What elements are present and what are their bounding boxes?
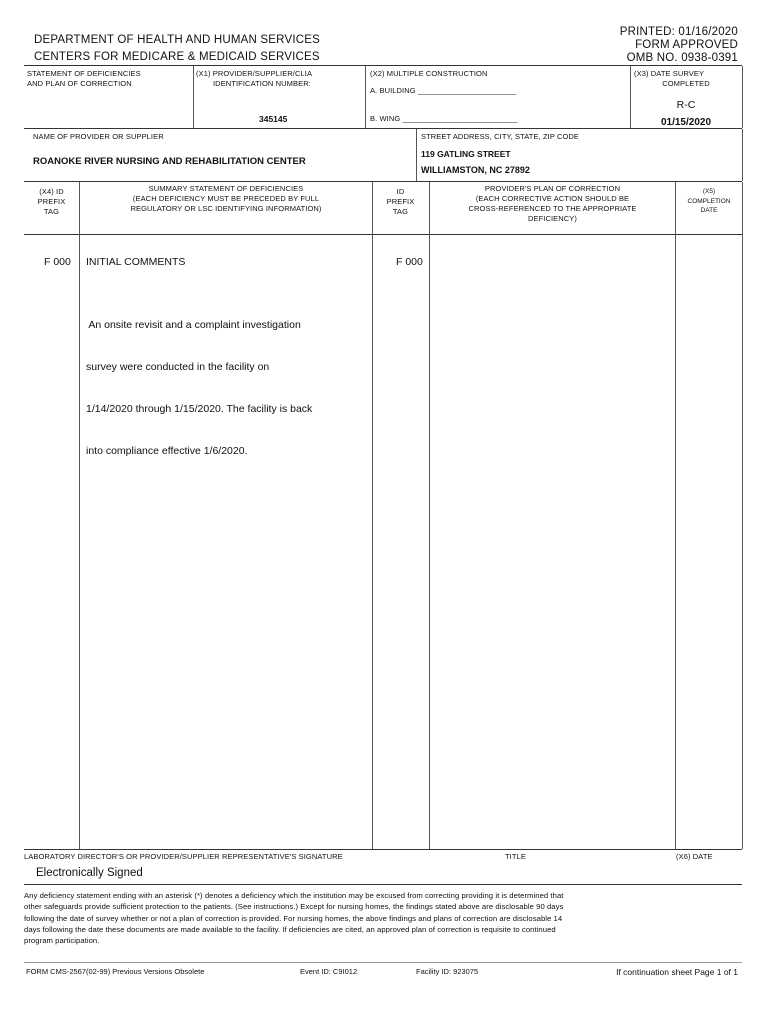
provider-name-label: NAME OF PROVIDER OR SUPPLIER [33,132,164,141]
frame-line-5 [24,849,742,850]
x1-label: (X1) PROVIDER/SUPPLIER/CLIA [196,69,313,78]
footer-line [24,962,742,963]
omb-number: OMB NO. 0938-0391 [626,52,738,64]
entry-text-line: survey were conducted in the facility on [86,361,270,373]
x3-label: (X3) DATE SURVEY [634,69,705,78]
x3-label-2: COMPLETED [662,79,710,88]
divider [675,182,676,849]
disclaimer: Any deficiency statement ending with an asterisk (*) denotes a deficiency which the institution may be excused from correcting providing it is determined that other safeguards provide sufficient protection to the patients. (See instructions.) Except for nursing homes, the findings stated above are disclosable 90 days following the date of survey whether or not a plan of correction is provided. For nursing homes, the above findings and plans of correction are disclosable 14 days following the date these documents are made available to the facility. If deficiencies are cited, an approved plan of correction is requisite to continued program participation. [24,891,564,946]
provider-name: ROANOKE RIVER NURSING AND REHABILITATION CENTER [33,156,306,167]
provider-id-number: 345145 [259,114,288,124]
divider [365,66,366,128]
frame-top-line [24,65,742,66]
statement-label: STATEMENT OF DEFICIENCIES [27,69,141,78]
agency-name: CENTERS FOR MEDICARE & MEDICAID SERVICES [34,51,320,63]
id-prefix-header: ID PREFIX TAG [386,187,415,216]
x2-label: (X2) MULTIPLE CONSTRUCTION [370,69,488,78]
divider [193,66,194,128]
city-state-zip: WILLIAMSTON, NC 27892 [421,165,530,175]
signature-value: Electronically Signed [36,867,143,879]
divider [742,182,743,849]
department-name: DEPARTMENT OF HEALTH AND HUMAN SERVICES [34,34,320,46]
entry-text [86,290,312,472]
divider [429,182,430,849]
divider [372,182,373,849]
survey-type: R-C [676,99,696,111]
wing-field: B. WING ___________________________ [370,114,518,123]
event-id: Event ID: C9I012 [300,967,358,976]
frame-line-6 [24,884,742,885]
frame-line-3 [24,181,742,182]
divider [416,129,417,181]
x5-header: (X5) COMPLETION DATE [687,188,731,214]
divider [742,66,743,128]
title-label: TITLE [505,852,526,861]
divider [79,182,80,849]
statement-label-2: AND PLAN OF CORRECTION [27,79,132,88]
address-label: STREET ADDRESS, CITY, STATE, ZIP CODE [421,132,580,141]
street-address: 119 GATLING STREET [421,149,511,159]
entry-text-line: 1/14/2020 through 1/15/2020. The facility is back [86,403,313,415]
entry-text-line: into compliance effective 1/6/2020. [86,445,248,457]
signature-label: LABORATORY DIRECTOR'S OR PROVIDER/SUPPLIER REPRESENTATIVE'S SIGNATURE [24,852,343,861]
prefix-tag-left: F 000 [44,256,71,268]
form-approved: FORM APPROVED [635,39,738,51]
building-field: A. BUILDING _______________________ [370,86,517,95]
facility-id: Facility ID: 923075 [416,967,479,976]
plan-header: PROVIDER'S PLAN OF CORRECTION (EACH CORRECTIVE ACTION SHOULD BE CROSS-REFERENCED TO THE APPROPRIATE DEFICIENCY) [468,184,637,223]
frame-line-4 [24,234,742,235]
date-label: (X6) DATE [676,852,713,861]
survey-date: 01/15/2020 [660,117,712,128]
entry-heading: INITIAL COMMENTS [86,256,186,268]
summary-header: SUMMARY STATEMENT OF DEFICIENCIES (EACH DEFICIENCY MUST BE PRECEDED BY FULL REGULATORY OR LSC IDENTIFYING INFORMATION) [130,184,322,213]
page-number: If continuation sheet Page 1 of 1 [616,967,738,977]
divider [742,129,743,181]
form-number: FORM CMS-2567(02-99) Previous Versions Obsolete [26,967,205,976]
frame-line-2 [24,128,742,129]
x4-header: (X4) ID PREFIX TAG [37,187,66,216]
printed-date: PRINTED: 01/16/2020 [619,26,738,38]
x1-label-2: IDENTIFICATION NUMBER: [213,79,311,88]
prefix-tag-right: F 000 [396,256,423,268]
entry-text-line: An onsite revisit and a complaint investigation [86,319,301,331]
